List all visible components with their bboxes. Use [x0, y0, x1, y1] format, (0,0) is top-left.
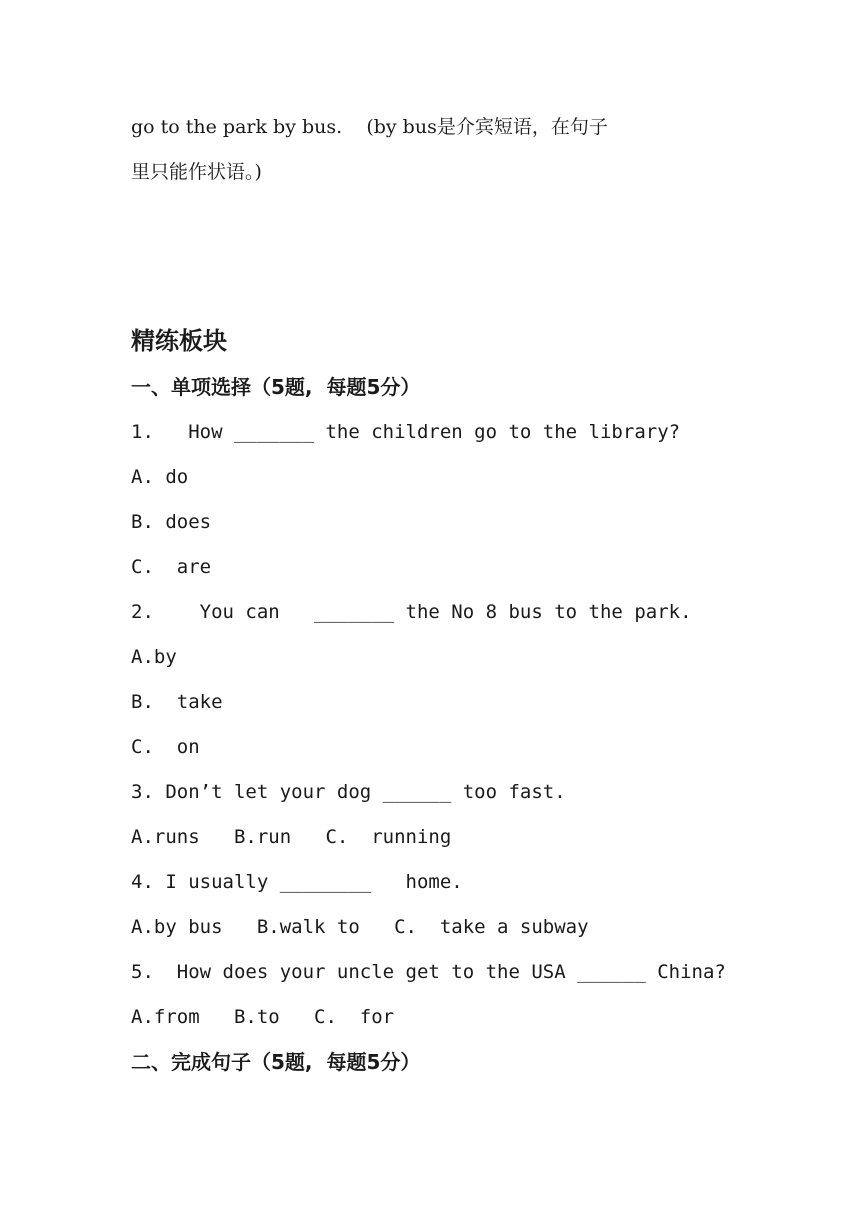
- intro-line-2: 里只能作状语。): [131, 161, 262, 183]
- question-4-stem: 4. I usually ________ home.: [131, 871, 463, 893]
- question-2-stem: 2. You can _______ the No 8 bus to the park.: [131, 601, 692, 623]
- question-2-option-b: B. take: [131, 691, 223, 713]
- question-2-option-c: C. on: [131, 736, 200, 758]
- question-3-stem: 3. Don’t let your dog ______ too fast.: [131, 781, 566, 803]
- question-3-options: A.runs B.run C. running: [131, 826, 452, 848]
- question-5-stem: 5. How does your uncle get to the USA ______ China?: [131, 961, 726, 983]
- part2-heading: 二、完成句子（5题, 每题5分）: [131, 1050, 421, 1074]
- question-5-options: A.from B.to C. for: [131, 1006, 395, 1028]
- question-4-options: A.by bus B.walk to C. take a subway: [131, 916, 589, 938]
- question-1-option-a: A. do: [131, 466, 189, 488]
- question-1-option-b: B. does: [131, 511, 212, 533]
- part1-heading: 一、单项选择（5题, 每题5分）: [131, 375, 421, 399]
- question-1-stem: 1. How _______ the children go to the library?: [131, 421, 681, 443]
- question-2-option-a: A.by: [131, 646, 177, 668]
- question-1-option-c: C. are: [131, 556, 212, 578]
- intro-line-1: go to the park by bus. (by bus是介宾短语，在句子: [131, 116, 608, 138]
- section-title: 精练板块: [131, 327, 227, 355]
